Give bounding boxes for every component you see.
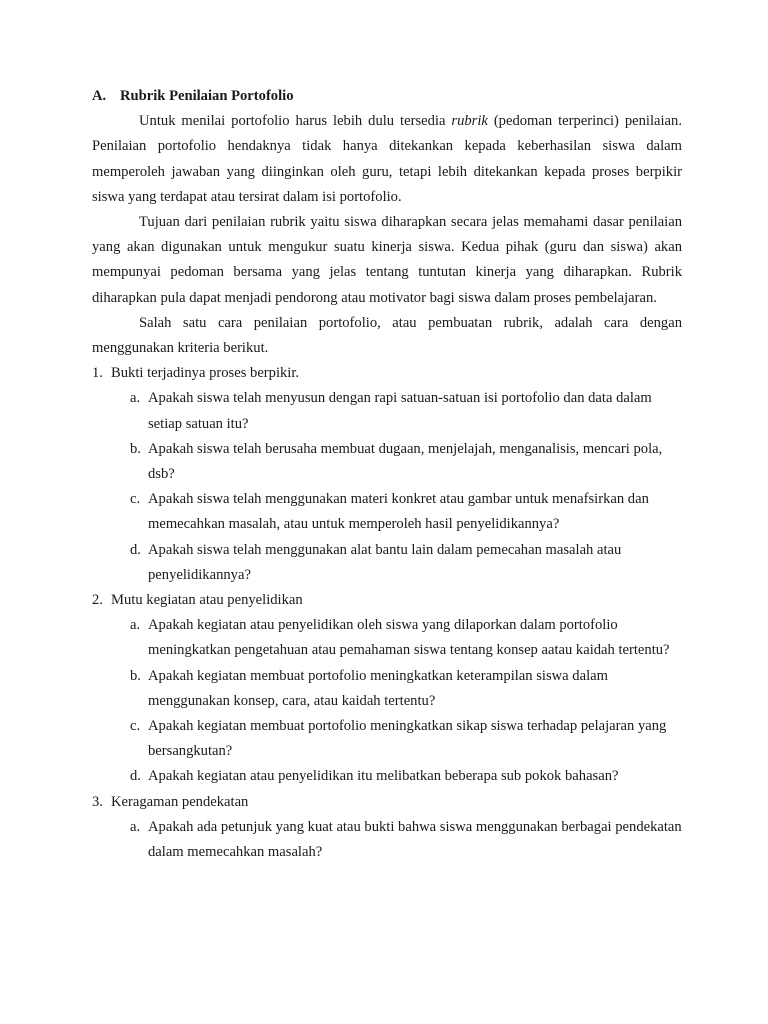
question-item: [111, 664, 682, 714]
criterion-title: Bukti terjadinya proses berpikir.: [111, 365, 300, 382]
section-number: A.: [92, 88, 107, 104]
criterion-1: [92, 361, 682, 588]
section-title: Rubrik Penilaian Portofolio: [120, 88, 294, 104]
question-text: Apakah siswa telah menggunakan alat bantu lain dalam pemecahan masalah atau penyelidikannya?: [148, 541, 622, 583]
question-text: Apakah kegiatan atau penyelidikan itu melibatkan beberapa sub pokok bahasan?: [148, 768, 619, 785]
question-item: [111, 386, 682, 436]
question-letter: b.: [130, 440, 141, 457]
paragraph-2: Tujuan dari penilaian rubrik yaitu siswa diharapkan secara jelas memahami dasar penilaian yang akan digunakan untuk mengukur suatu kinerja siswa. Kedua pihak (guru dan siswa) akan mempunyai pedoman bersama yang jelas tentang tuntutan kinerja yang diharapkan. Rubrik diharapkan pula dapat menjadi pendorong atau motivator bagi siswa dalam proses pembelajaran.: [92, 214, 682, 306]
criterion-2: [92, 588, 682, 790]
question-letter: a.: [130, 818, 141, 835]
criterion-number: 1.: [92, 365, 103, 382]
question-item: [111, 714, 682, 764]
paragraph-1: [92, 109, 682, 210]
section-heading: [92, 84, 682, 109]
paragraph-3: Salah satu cara penilaian portofolio, atau pembuatan rubrik, adalah cara dengan menggunakan kriteria berikut.: [92, 314, 682, 357]
question-item: [111, 538, 682, 588]
criterion-3-questions: [111, 815, 682, 865]
question-letter: a.: [130, 390, 141, 407]
rubrik-term: rubrik: [451, 113, 488, 130]
question-text: Apakah siswa telah menyusun dengan rapi satuan-satuan isi portofolio dan data dalam setiap satuan itu?: [148, 390, 652, 432]
criterion-title: Mutu kegiatan atau penyelidikan: [111, 592, 303, 609]
criterion-title: Keragaman pendekatan: [111, 793, 249, 810]
criterion-2-questions: [111, 613, 682, 789]
question-text: Apakah kegiatan atau penyelidikan oleh siswa yang dilaporkan dalam portofolio meningkatkan pengetahuan atau pemahaman siswa tentang konsep aatau kaidah tertentu?: [148, 617, 670, 659]
question-letter: d.: [130, 541, 141, 558]
question-text: Apakah kegiatan membuat portofolio meningkatkan keterampilan siswa dalam menggunakan konsep, cara, atau kaidah tertentu?: [148, 667, 608, 709]
question-letter: c.: [130, 491, 141, 508]
criterion-3: [92, 790, 682, 866]
criterion-number: 3.: [92, 793, 103, 810]
criterion-number: 2.: [92, 592, 103, 609]
question-letter: d.: [130, 768, 141, 785]
question-item: [111, 487, 682, 537]
question-letter: a.: [130, 617, 141, 634]
question-item: [111, 437, 682, 487]
question-letter: c.: [130, 718, 141, 735]
paragraph-1-rest: (pedoman terperinci) penilaian. Penilaian portofolio hendaknya tidak hanya ditekankan kepada keberhasilan siswa dalam memperoleh jawaban yang diinginkan oleh guru, tetapi lebih ditekankan kepada proses berpikir siswa yang terdapat atau tersirat dalam isi portofolio.: [92, 113, 682, 205]
question-letter: b.: [130, 667, 141, 684]
criterion-1-questions: [111, 386, 682, 588]
question-item: [111, 764, 682, 789]
question-text: Apakah siswa telah berusaha membuat dugaan, menjelajah, menganalisis, mencari pola, dsb?: [148, 440, 663, 483]
question-text: Apakah ada petunjuk yang kuat atau bukti bahwa siswa menggunakan berbagai pendekatan dalam memecahkan masalah?: [148, 818, 682, 861]
question-text: Apakah kegiatan membuat portofolio meningkatkan sikap siswa terhadap pelajaran yang bersangkutan?: [148, 718, 667, 760]
question-text: Apakah siswa telah menggunakan materi konkret atau gambar untuk menafsirkan dan memecahkan masalah, atau untuk memperoleh hasil penyelidikannya?: [148, 491, 649, 533]
document-page: [92, 84, 682, 865]
question-item: [111, 815, 682, 865]
paragraph-1-lead: Untuk menilai portofolio harus lebih dulu tersedia: [139, 113, 452, 130]
criteria-list: [92, 361, 682, 865]
question-item: [111, 613, 682, 663]
